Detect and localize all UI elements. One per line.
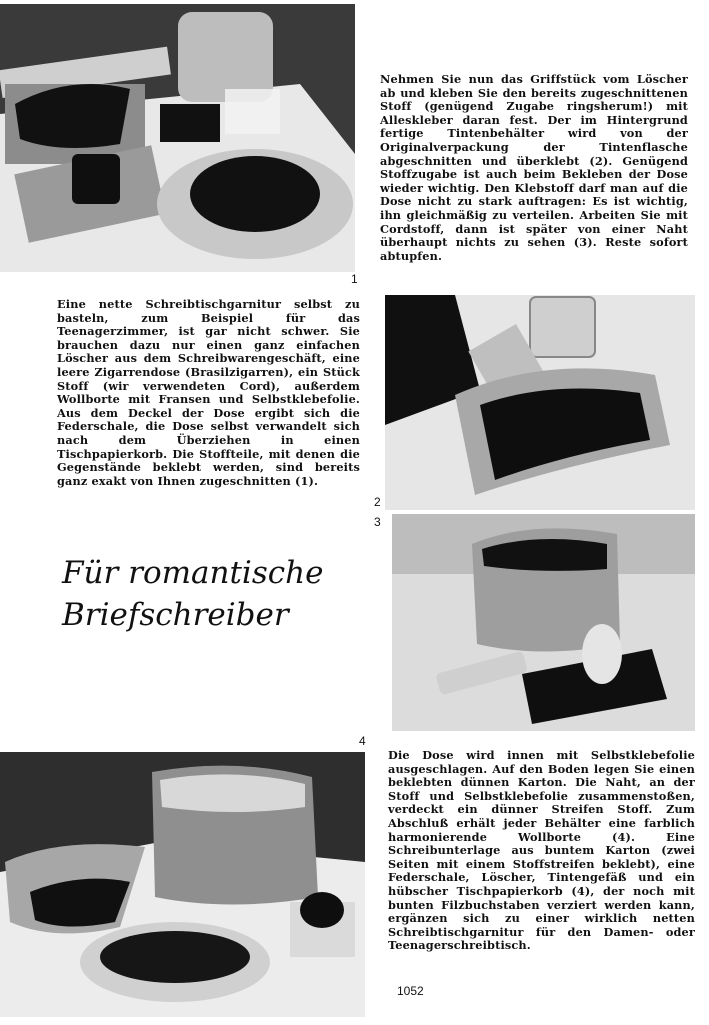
text-intro-left xyxy=(57,298,360,488)
photo-1-illustration xyxy=(0,4,355,272)
paragraph-closing: Die Dose wird innen mit Selbstklebefolie ausgeschlagen. Auf den Boden legen Sie einen beklebten dünnen Karton. Die Naht, an der Stoff und Selbstklebefolie zusammenstoßen, verdeckt ein dünner Streifen Stoff. Zum Abschluß erhält jeder Behälter eine farblich harmonierende Wollborte (4). Eine Schreibunterlage aus buntem Karton (zwei Seiten mit einem Stoffstreifen beklebt), eine Federschale, Löscher, Tintengefäß und ein hübscher Tischpapierkorb (4), der noch mit bunten Filzbuchstaben verziert werden kann, ergänzen sich zu einer wirklich netten Schreibtischgarnitur für den Damen- oder Teenagerschreibtisch. xyxy=(388,748,695,953)
paragraph-intro-right: Nehmen Sie nun das Griffstück vom Löscher ab und kleben Sie den bereits zugeschnittenen Stoff (genügend Zugabe ringsherum!) mit Alleskleber daran fest. Der im Hintergrund fertige Tintenbehälter wird von der Originalverpackung der Tintenflasche abgeschnitten und überklebt (2). Genügend Stoffzugabe ist auch beim Bekleben der Dose wieder wichtig. Den Klebstoff darf man auf die Dose nicht zu stark auftragen: Es ist wichtig, ihn gleichmäßig zu verteilen. Arbeiten Sie mit Cordstoff, dann ist später von einer Naht überhaupt nichts zu sehen (3). Reste sofort abtupfen. xyxy=(380,72,688,263)
figure-number-4: 4 xyxy=(359,734,366,748)
heading-line-1: Für romantische xyxy=(62,555,324,591)
photo-4-illustration xyxy=(0,752,365,1017)
heading-line-2: Briefschreiber xyxy=(62,597,289,633)
page-number: 1052 xyxy=(397,984,424,998)
paragraph-intro-left: Eine nette Schreibtischgarnitur selbst zu basteln, zum Beispiel für das Teenagerzimmer, ist gar nicht schwer. Sie brauchen dazu nur einen ganz einfachen Löscher aus dem Schreibwarengeschäft, eine leere Zigarrendose (Brasilzigarren), ein Stück Stoff (wir verwendeten Cord), außerdem Wollborte mit Fransen und Selbstklebefolie. Aus dem Deckel der Dose ergibt sich die Federschale, die Dose selbst verwandelt sich nach dem Überziehen in einen Tischpapierkorb. Die Stoffteile, mit denen die Gegenstände beklebt werden, sind bereits ganz exakt von Ihnen zugeschnitten (1). xyxy=(57,297,360,488)
figure-number-2: 2 xyxy=(374,495,381,509)
photo-2-illustration xyxy=(385,295,695,510)
photo-3-illustration xyxy=(392,514,695,731)
text-closing xyxy=(388,749,695,953)
photo-1 xyxy=(0,4,355,272)
figure-number-3: 3 xyxy=(374,515,381,529)
figure-number-1: 1 xyxy=(351,272,358,286)
photo-3 xyxy=(392,514,695,731)
photo-2 xyxy=(385,295,695,510)
text-intro-right xyxy=(380,73,688,263)
photo-4 xyxy=(0,752,365,1017)
article-heading xyxy=(62,552,323,636)
